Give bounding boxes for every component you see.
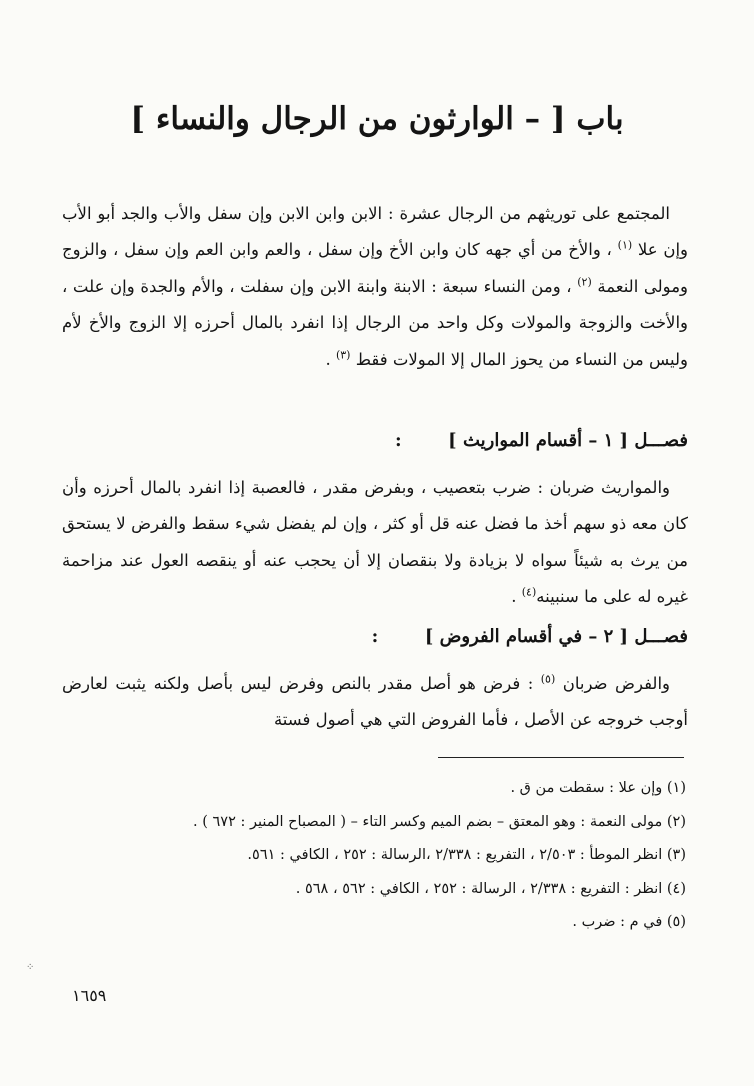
scan-speck-mark: ⁘ [26,962,35,973]
footnote-3: (٣) انظر الموطأ : ٢/٥٠٣ ، التفريع : ٢/٣٣٨ ،الرسالة : ٢٥٢ ، الكافي : ٥٦١. [247,847,686,864]
section-1-text-end: . [511,587,517,607]
intro-text-start: المجتمع على توريثهم من الرجال عشرة : الابن وابن الابن وإن سفل والأب والجد أبو الأب وإن علا [62,204,689,260]
section-2-text-rest: : فرض هو أصل مقدر بالنص وفرض ليس بأصل ولكنه يثبت لعارض أوجب خروجه عن الأصل ، فأما الفروض التي هي أصول فستة [62,674,688,730]
section-2-heading [62,620,688,654]
section-1-heading [62,424,688,458]
footnote-ref-2[interactable]: (٢) [577,275,592,289]
footnote-2: (٢) مولى النعمة : وهو المعتق – بضم الميم وكسر التاء – ( المصباح المنير : ٦٧٢ ) . [193,813,686,830]
chapter-title: باب [ – الوارثون من الرجال والنساء ] [130,101,624,137]
footnote-divider [438,757,684,758]
intro-text-mid2: ، ومن النساء سبعة : الابنة وابنة الابن وإن سفلت ، والأم والجدة وإن علت ، والأخت والزوجة والمولات وكل واحد من الرجال إذا انفرد بالمال أحرزه إلا الزوج والأخ لأم وليس من النساء من يحوز المال إلا المولات فقط [62,276,688,369]
footnote-1: (١) وإن علا : سقطت من ق . [510,780,686,796]
section-1-text: والمواريث ضربان : ضرب بتعصيب ، وبفرض مقدر ، فالعصبة إذا انفرد بالمال أحرزه وأن كان معه ذو سهم أخذ ما فضل عنه قل أو كثر ، وإن لم يفضل شيء سقط والفرض لا يستحق من يرث به شيئاً سواه لا بزيادة ولا بنقصان إلا أن يحجب عنه أو ينقصه العول عند مزاحمة غيره له على ما سنبينه [62,478,688,607]
footnote-5: (٥) في م : ضرب . [572,914,686,931]
section-2-colon: : [371,626,379,647]
footnotes [62,772,686,940]
intro-text-end: . [325,349,331,369]
section-2-title: فصـــل [ ٢ – في أقسام الفروض ] [424,626,688,647]
page-number: ١٦٥٩ [72,986,107,1005]
footnote-ref-3[interactable]: (٣) [335,348,351,362]
section-2-paragraph [62,666,688,739]
section-1-colon: : [394,430,402,451]
footnote-4: (٤) انظر : التفريع : ٢/٣٣٨ ، الرسالة : ٢٥٢ ، الكافي : ٥٦٢ ، ٥٦٨ . [295,880,686,897]
section-1-paragraph [62,470,688,616]
footnote-ref-5[interactable]: (٥) [540,672,556,686]
section-1-title: فصـــل [ ١ – أقسام المواريث ] [448,430,688,451]
intro-text-mid: ، والأخ من أي جهه كان وابن الأخ وإن سفل ، والعم وابن العم وإن سفل ، والزوج ومولى النعمة [62,240,688,296]
footnote-ref-4[interactable]: (٤) [521,585,537,599]
intro-paragraph [62,196,688,378]
section-2-text-start: والفرض ضربان [562,674,670,693]
footnote-ref-1[interactable]: (١) [617,238,633,252]
